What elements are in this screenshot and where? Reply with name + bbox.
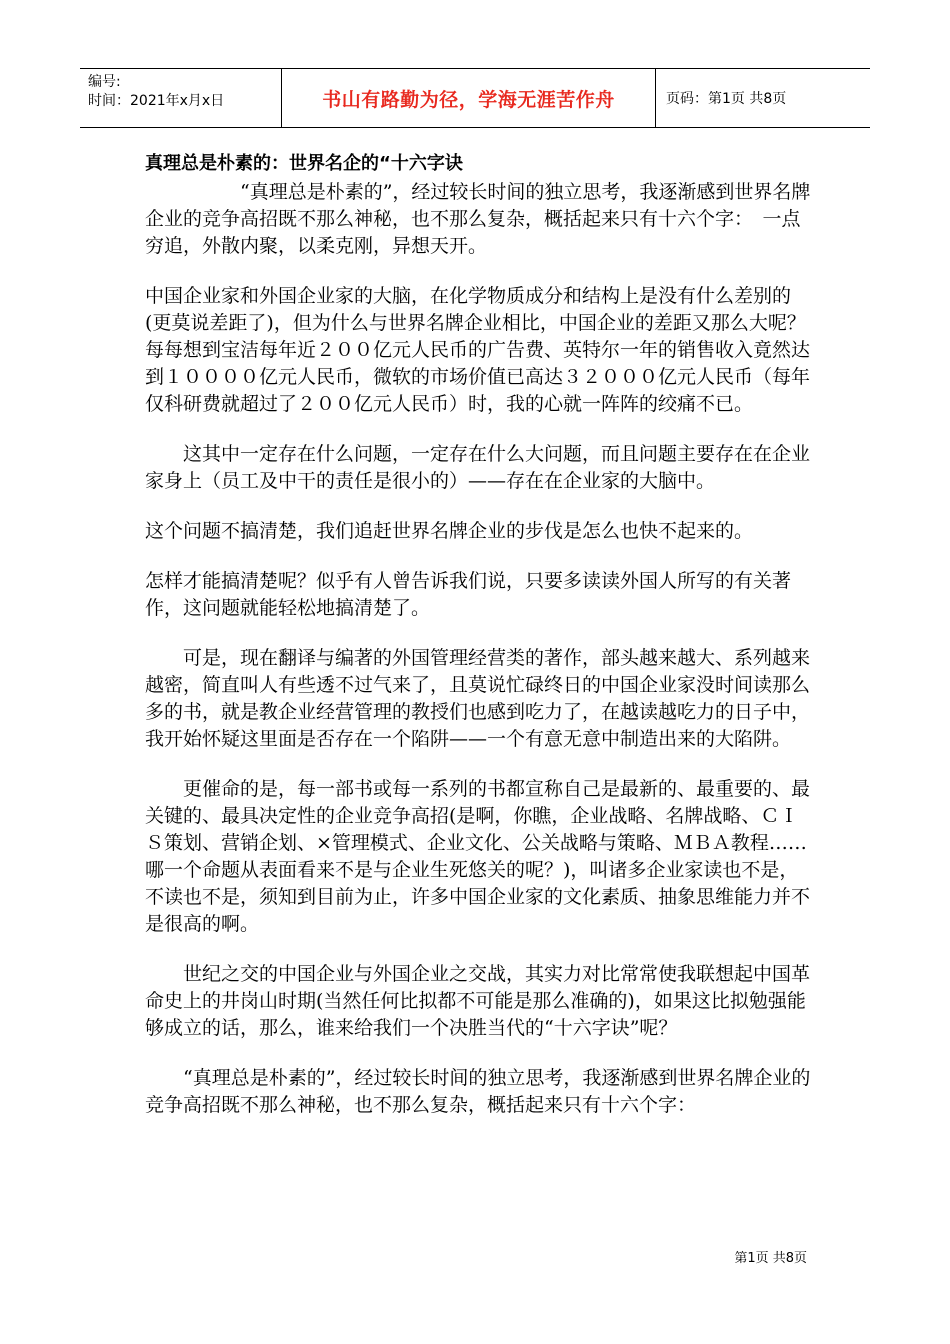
page-header: [80, 68, 870, 128]
paragraph-6: 可是，现在翻译与编著的外国管理经营类的著作，部头越来越大、系列越来越密，简直叫人有些透不过气来了，且莫说忙碌终日的中国企业家没时间读那么多的书，就是教企业经营管理的教授们也感到吃力了，在越读越吃力的日子中，我开始怀疑这里面是否存在一个陷阱——一个有意无意中制造出来的大陷阱。: [145, 647, 811, 750]
document-title: 真理总是朴素的：世界名企的“十六字诀: [145, 153, 463, 174]
header-left-cell: [80, 69, 282, 127]
document-number-label: 编号:: [88, 74, 121, 90]
paragraph-5: 怎样才能搞清楚呢？似乎有人曾告诉我们说，只要多读读外国人所写的有关著作，这问题就能轻松地搞清楚了。: [145, 570, 792, 619]
paragraph-9: “真理总是朴素的”，经过较长时间的独立思考，我逐渐感到世界名牌企业的竞争高招既不那么神秘，也不那么复杂，概括起来只有十六个字：: [145, 1067, 811, 1116]
header-motto: 书山有路勤为径，学海无涯苦作舟: [282, 69, 656, 127]
paragraph-4: 这个问题不搞清楚，我们追赶世界名牌企业的步伐是怎么也快不起来的。: [145, 520, 754, 542]
document-time: 时间：2021年x月x日: [88, 93, 225, 109]
document-body: [145, 152, 815, 1142]
paragraph-2: 中国企业家和外国企业家的大脑，在化学物质成分和结构上是没有什么差别的(更莫说差距了)，但为什么与世界名牌企业相比，中国企业的差距又那么大呢？每每想到宝洁每年近２００亿元人民币的广告费、英特尔一年的销售收入竟然达到１００００亿元人民币，微软的市场价值已高达３２０００亿元人民币（每年仅科研费就超过了２００亿元人民币）时，我的心就一阵阵的绞痛不已。: [145, 285, 811, 415]
header-page-info: 页码：第1页 共8页: [666, 91, 787, 107]
paragraph-1: “真理总是朴素的”，经过较长时间的独立思考，我逐渐感到世界名牌企业的竞争高招既不那么神秘，也不那么复杂，概括起来只有十六个字： 一点穷追，外散内聚，以柔克刚，异想天开。: [145, 181, 811, 257]
paragraph-7: 更催命的是，每一部书或每一系列的书都宣称自己是最新的、最重要的、最关键的、最具决定性的企业竞争高招(是啊，你瞧，企业战略、名牌战略、ＣＩＳ策划、营销企划、×管理模式、企业文化、公关战略与策略、ＭＢＡ教程……哪一个命题从表面看来不是与企业生死悠关的呢？)，叫诸多企业家读也不是，不读也不是，须知到目前为止，许多中国企业家的文化素质、抽象思维能力并不是很高的啊。: [145, 778, 811, 935]
paragraph-3: 这其中一定存在什么问题，一定存在什么大问题，而且问题主要存在在企业家身上（员工及中干的责任是很小的）——存在在企业家的大脑中。: [145, 443, 811, 492]
page-footer: 第1页 共8页: [734, 1251, 807, 1266]
paragraph-8: 世纪之交的中国企业与外国企业之交战，其实力对比常常使我联想起中国革命史上的井岗山时期(当然任何比拟都不可能是那么准确的)，如果这比拟勉强能够成立的话，那么，谁来给我们一个决胜当代的“十六字诀”呢？: [145, 963, 811, 1039]
